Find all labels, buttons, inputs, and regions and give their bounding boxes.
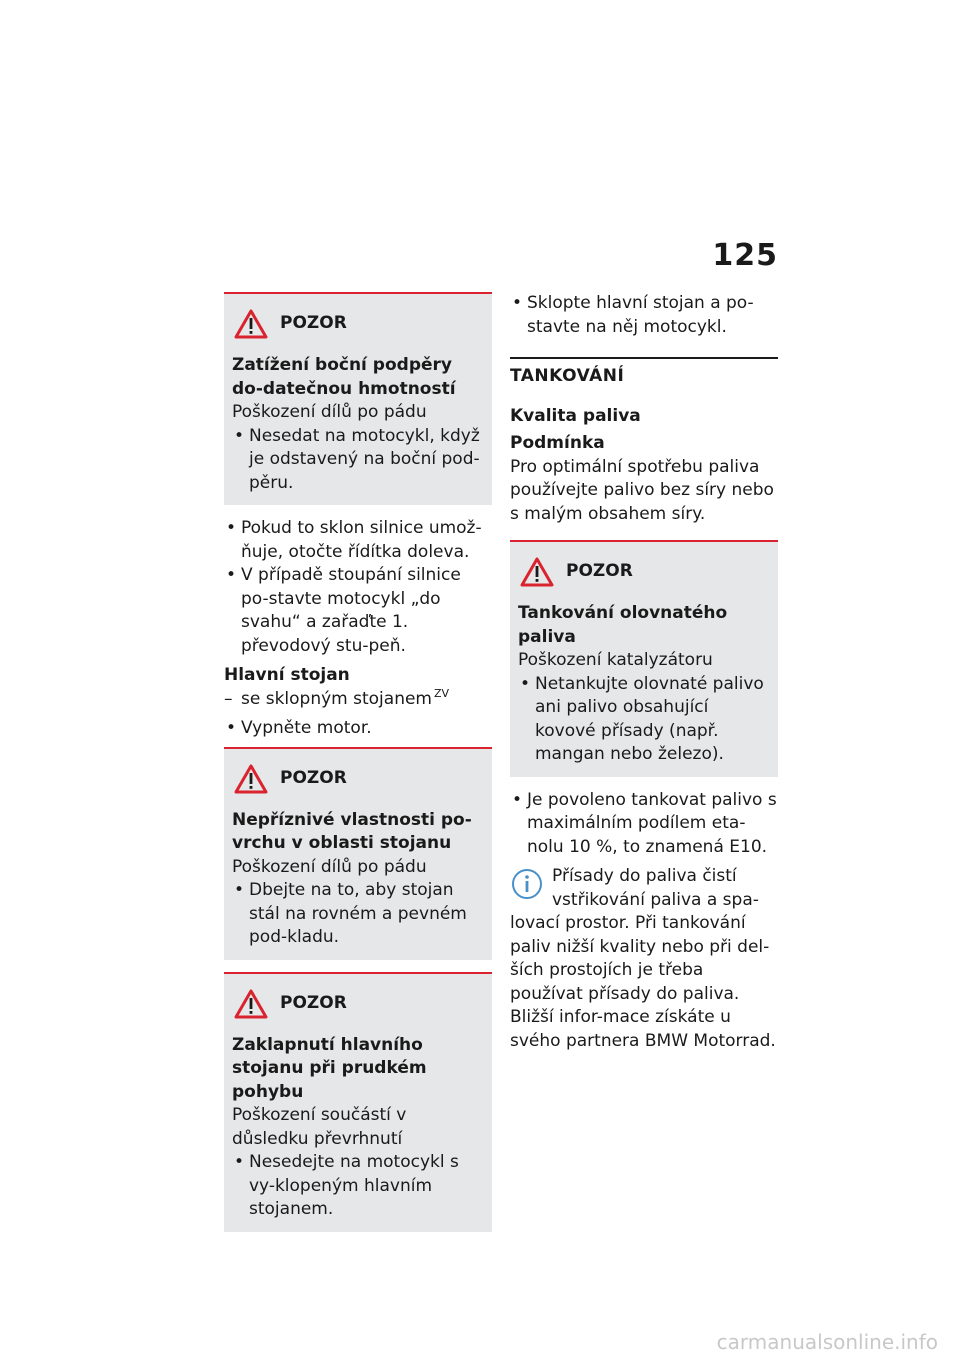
list-item: • Sklopte hlavní stojan a po-stavte na něj motocykl. (510, 292, 778, 339)
warning-triangle-icon (234, 764, 268, 794)
subheading-condition: Podmínka (510, 433, 605, 453)
warning-bullet: • Nesedat na motocykl, když je odstavený na boční pod-pěru. (232, 425, 484, 496)
info-text: lovací prostor. Při tankování paliv nižší kvality nebo při del-ších prostojích je třeba používat přísady do paliva. Bližší infor-mace získáte u svého partnera BMW Motorrad. (510, 913, 776, 1051)
warning-triangle-icon (234, 309, 268, 339)
warning-label: POZOR (280, 313, 347, 334)
list-item: • Je povoleno tankovat palivo s maximálním podílem eta-nolu 10 %, to znamená E10. (510, 789, 778, 860)
warning-subtitle: Poškození katalyzátoru (518, 650, 713, 670)
section-title: TANKOVÁNÍ (510, 366, 625, 386)
warning-box-main-stand-snap (224, 972, 492, 1232)
warning-label: POZOR (280, 767, 347, 788)
info-note (510, 865, 778, 1053)
watermark: carmanualsonline.info (716, 1330, 938, 1354)
paragraph: Pro optimální spotřebu paliva používejte palivo bez síry nebo s malým obsahem síry. (510, 456, 774, 524)
info-line: Přísady do paliva čistí (552, 866, 737, 886)
warning-subtitle: Poškození dílů po pádu (232, 856, 427, 877)
warning-bullet: • Dbejte na to, aby stojan stál na rovném a pevném pod-kladu. (232, 879, 484, 950)
dash-item-text: se sklopným stojanem (241, 688, 432, 709)
page-number: 125 (712, 238, 778, 273)
info-icon (510, 867, 544, 901)
list-item: • Vypněte motor. (224, 717, 492, 741)
list-item: • Pokud to sklon silnice umož-ňuje, otočte řídítka doleva. (224, 517, 492, 564)
warning-subtitle: Poškození součástí v důsledku převrhnutí (232, 1105, 407, 1149)
left-column (224, 292, 492, 1244)
list-item: • V případě stoupání silnice po-stavte motocykl „do svahu“ a zařaďte 1. převodový stu-peň. (224, 564, 492, 658)
warning-box-surface (224, 747, 492, 960)
warning-triangle-icon (234, 989, 268, 1019)
warning-bullet: • Nesedejte na motocykl s vy-klopeným hlavním stojanem. (232, 1151, 484, 1222)
warning-triangle-icon (520, 557, 554, 587)
dash-item (224, 688, 492, 712)
warning-title: Tankování olovnatého paliva (518, 603, 728, 647)
info-line: vstřikování paliva a spa- (552, 889, 759, 910)
section-divider (510, 357, 778, 359)
right-column (510, 292, 778, 1053)
optional-equipment-mark: ZV (434, 686, 450, 700)
warning-box-leaded-fuel (510, 540, 778, 777)
warning-subtitle: Poškození dílů po pádu (232, 402, 427, 422)
warning-label: POZOR (566, 561, 633, 582)
warning-box-side-stand-load (224, 292, 492, 505)
warning-title: Zaklapnutí hlavního stojanu při prudkém pohybu (232, 1034, 427, 1102)
subheading-fuel-quality: Kvalita paliva (510, 405, 641, 426)
warning-label: POZOR (280, 992, 347, 1013)
warning-title: Zatížení boční podpěry do-datečnou hmotností (232, 355, 456, 399)
warning-bullet: • Netankujte olovnaté palivo ani palivo obsahující kovové přísady (např. mangan nebo železo). (518, 673, 770, 767)
warning-title: Nepříznivé vlastnosti po-vrchu v oblasti stojanu (232, 809, 472, 853)
heading-main-stand: Hlavní stojan (224, 665, 350, 685)
